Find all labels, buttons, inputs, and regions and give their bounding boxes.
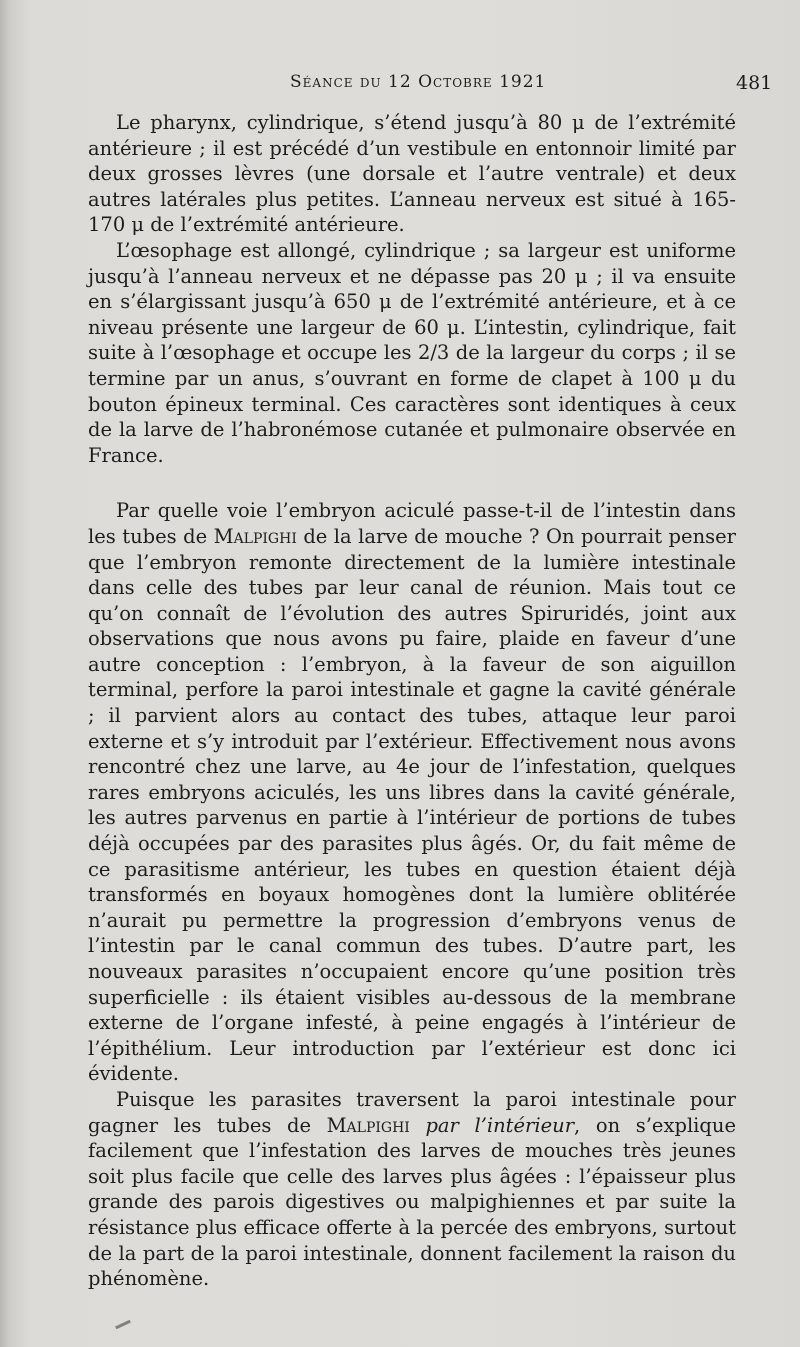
body-text bbox=[88, 110, 736, 1292]
ink-mark bbox=[115, 1320, 131, 1329]
running-head: Séance du 12 Octobre 1921 bbox=[290, 72, 547, 92]
author-name-malpighi: Malpighi bbox=[326, 1113, 410, 1137]
paragraph-voie-embryon bbox=[88, 498, 736, 1087]
paragraph-conclusion bbox=[88, 1087, 736, 1292]
page-number: 481 bbox=[736, 72, 773, 94]
paragraph-text: Puisque les parasites traversent la paroi intestinale pour gagner les tubes de bbox=[88, 1087, 736, 1137]
paragraph-text: , on s’explique facilement que l’infestation des larves de mouches très jeunes soit plus facile que celle des larves plus âgées : l’épaisseur plus grande des parois digestives ou malpighiennes et par suite la résistance plus efficace offerte à la percée des embryons, surtout de la part de la paroi intestinale, donnent facilement la raison du phénomène. bbox=[88, 1113, 736, 1291]
paragraph-pharynx: Le pharynx, cylindrique, s’étend jusqu’à 80 μ de l’extrémité antérieure ; il est précédé d’un vestibule en entonnoir limité par deux grosses lèvres (une dorsale et l’autre ventrale) et deux autres latérales plus petites. L’anneau nerveux est situé à 165-170 μ de l’extrémité antérieure. bbox=[88, 111, 736, 237]
author-name-malpighi: Malpighi bbox=[213, 524, 297, 548]
paragraph-text: de la larve de mouche ? On pourrait penser que l’embryon remonte directement de la lumière intestinale dans celle des tubes par leur canal de réunion. Mais tout ce qu’on connaît de l’évolution des autres Spiruridés, joint aux observations que nous avons pu faire, plaide en faveur d’une autre conception : l’embryon, à la faveur de son aiguillon terminal, perfore la paroi intestinale et gagne la cavité générale ; il parvient alors au contact des tubes, attaque leur paroi externe et s’y introduit par l’extérieur. Effectivement nous avons rencontré chez une larve, au 4e jour de l’infestation, quelques rares embryons aciculés, les uns libres dans la cavité générale, les autres parvenus en partie à l’intérieur de portions de tubes déjà occupées par des parasites plus âgés. Or, du fait même de ce parasitisme antérieur, les tubes en question étaient déjà transformés en boyaux homogènes dont la lumière oblitérée n’aurait pu permettre la progression d’embryons venus de l’intestin par le canal commun des tubes. D’autre part, les nouveaux parasites n’occupaient encore qu’une position très superficielle : ils étaient visibles au-dessous de la membrane externe de l’organe infesté, à peine engagés à l’intérieur de l’épithélium. Leur introduction par l’extérieur est donc ici évidente. bbox=[88, 524, 736, 1086]
paragraph-oesophage: L’œsophage est allongé, cylindrique ; sa largeur est uniforme jusqu’à l’anneau nerveux et ne dépasse pas 20 μ ; il va ensuite en s’élargissant jusqu’à 650 μ de l’extrémité antérieure, et à ce niveau présente une largeur de 60 μ. L’intestin, cylindrique, fait suite à l’œsophage et occupe les 2/3 de la largeur du corps ; il se termine par un anus, s’ouvrant en forme de clapet à 100 μ du bouton épineux terminal. Ces caractères sont identiques à ceux de la larve de l’habronémose cutanée et pulmonaire observée en France. bbox=[88, 238, 736, 467]
italic-phrase: par l’intérieur bbox=[425, 1113, 575, 1137]
page-header bbox=[0, 70, 800, 100]
paragraph-text: Par quelle voie l’embryon aciculé passe-t-il de l’intestin dans les tubes de bbox=[88, 499, 736, 548]
